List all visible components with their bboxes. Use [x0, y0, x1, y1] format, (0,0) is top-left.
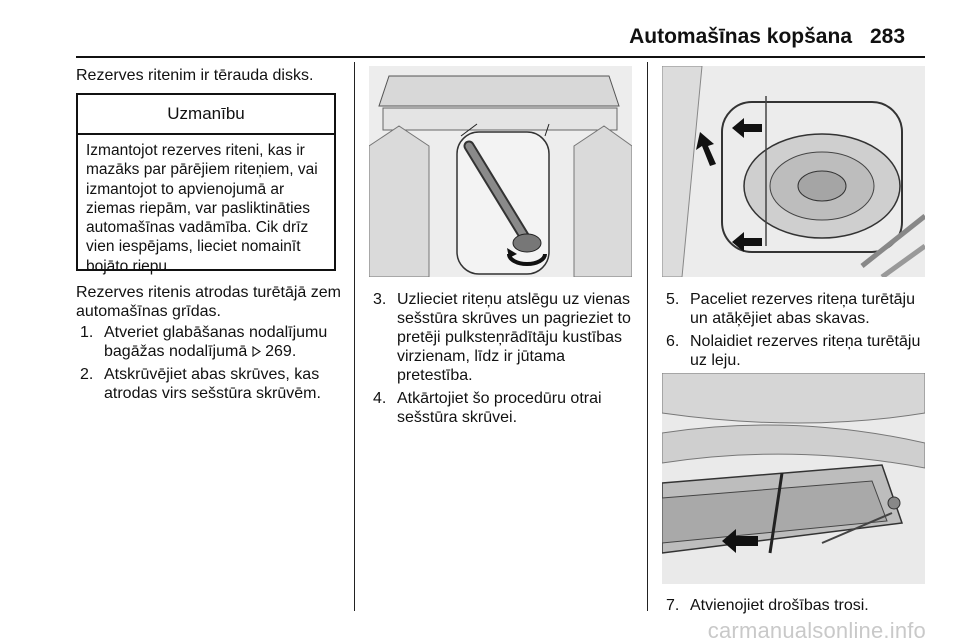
step-number: 3.: [373, 291, 387, 308]
list-item: [373, 389, 635, 427]
list-item: [80, 323, 342, 361]
list-item: [666, 332, 928, 370]
list-item: [666, 596, 928, 615]
steps-list-col3-bottom: [666, 596, 928, 619]
section-title: Automašīnas kopšana: [629, 25, 852, 48]
step-number: 6.: [666, 333, 680, 350]
page-reference-icon[interactable]: [252, 346, 261, 357]
warning-body: Izmantojot rezerves riteni, kas ir mazāks par pārējiem riteņiem, vai izmantojot to apvienojumā ar ziemas riepām, var pasliktināties automašīnas vadāmība. Cik drīz vien iespējams, lieciet nomainīt bojāto riepu.: [86, 142, 318, 275]
step-number: 5.: [666, 291, 680, 308]
steps-list-col3-top: [666, 290, 928, 374]
watermark: carmanualsonline.info: [707, 618, 926, 643]
step-number: 7.: [666, 597, 680, 614]
wrench-drawing: [369, 66, 632, 277]
column-divider-left: [354, 62, 355, 611]
intro-text: Rezerves ritenim ir tērauda disks.: [76, 67, 314, 84]
step-text: Atvienojiet drošības trosi.: [690, 597, 869, 614]
steps-list-col1: [80, 323, 342, 407]
warning-box: [76, 93, 336, 275]
steps-list-col2: [373, 290, 635, 431]
list-item: [666, 290, 928, 328]
warning-title: Uzmanību: [78, 95, 334, 135]
step-text: Atveriet glabāšanas nodalījumu bagāžas nodalījumā: [104, 324, 328, 360]
wrench-illustration: [369, 66, 632, 277]
page-number: 283: [870, 25, 906, 48]
spare-wheel-carrier-illustration: [662, 66, 925, 277]
step-text: Uzlieciet riteņu atslēgu uz vienas sešstūra skrūves un pagrieziet to pretēji pulksteņrādītāju kustības virzienam, līdz ir jūtama pretestība.: [397, 291, 631, 384]
step-number: 4.: [373, 390, 387, 407]
list-item: [373, 290, 635, 385]
header-divider: [76, 56, 925, 58]
step-text: Paceliet rezerves riteņa turētāju un atāķējiet abas skavas.: [690, 291, 915, 327]
list-item: [80, 365, 342, 403]
column-divider-right: [647, 62, 648, 611]
step-text: Atskrūvējiet abas skrūves, kas atrodas virs sešstūra skrūvēm.: [104, 366, 321, 402]
carrier-drawing: [662, 66, 925, 277]
step-text: Atkārtojiet šo procedūru otrai sešstūra skrūvei.: [397, 390, 602, 426]
lowering-carrier-illustration: [662, 373, 925, 584]
step-text: Nolaidiet rezerves riteņa turētāju uz leju.: [690, 333, 921, 369]
step-number: 1.: [80, 324, 94, 341]
location-text: Rezerves ritenis atrodas turētājā zem automašīnas grīdas.: [76, 284, 341, 320]
step-number: 2.: [80, 366, 94, 383]
lowering-drawing: [662, 373, 925, 584]
page-reference[interactable]: 269.: [265, 343, 297, 360]
